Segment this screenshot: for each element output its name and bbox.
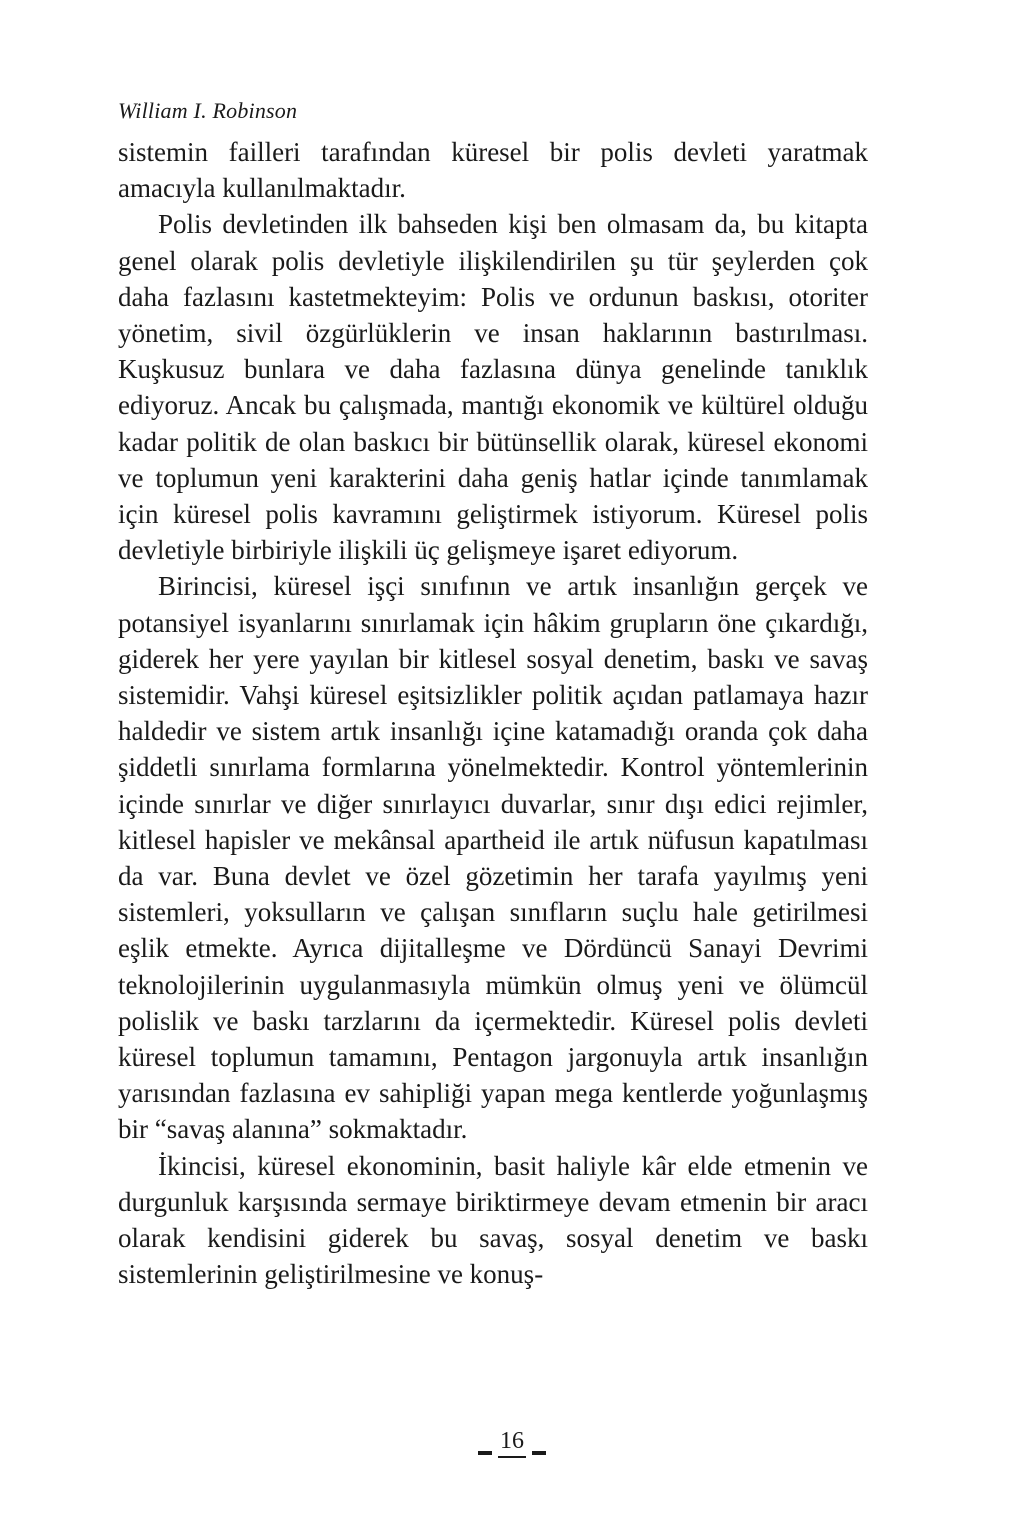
page-footer (0, 1426, 1024, 1460)
folio-rule-left (478, 1451, 492, 1455)
folio (478, 1426, 546, 1458)
paragraph-continuation: sistemin failleri tarafından küresel bir polis devleti yaratmak amacıyla kullanılmaktadır. (118, 137, 868, 204)
paragraph-police-state: Polis devletinden ilk bahseden kişi ben olmasam da, bu kitapta genel olarak polis devletiyle ilişkilendirilen şu tür şeylerden çok daha fazlasını kastetmekteyim: Polis ve ordunun baskısı, otoriter yönetim, sivil özgürlüklerin ve insan haklarının bastırılması. Kuşkusuz bunlara ve daha fazlasına dünya genelinde tanıklık ediyoruz. Ancak bu çalışmada, mantığı ekonomik ve kültürel olduğu kadar politik de olan baskıcı bir bütünsellik olarak, küresel ekonomi ve toplumun yeni karakterini daha geniş hatlar içinde tanımlamak için küresel polis kavramını geliştirmek istiyorum. Küresel polis devletiyle birbiriyle ilişkili üç gelişmeye işaret ediyorum. (118, 209, 868, 566)
folio-rule-right (532, 1451, 546, 1455)
paragraph-second: İkincisi, küresel ekonominin, basit haliyle kâr elde etmenin ve durgunluk karşısında sermaye biriktirmeye devam etmenin bir aracı olarak kendisini giderek bu savaş, sosyal denetim ve baskı sistemlerinin geliştirilmesine ve konuş- (118, 1150, 868, 1290)
book-page (118, 96, 868, 1293)
running-header-author: William I. Robinson (118, 98, 298, 123)
page-number: 16 (498, 1426, 526, 1458)
body-text (118, 134, 868, 1293)
paragraph-first: Birincisi, küresel işçi sınıfının ve artık insanlığın gerçek ve potansiyel isyanlarını sınırlamak için hâkim grupların öne çıkardığı, giderek her yere yayılan bir kitlesel sosyal denetim, baskı ve savaş sistemidir. Vahşi küresel eşitsizlikler politik açıdan patlamaya hazır haldedir ve sistem artık insanlığı içine katamadığı oranda çok daha şiddetli sınırlama formlarına yönelmektedir. Kontrol yöntemlerinin içinde sınırlar ve diğer sınırlayıcı duvarlar, sınır dışı edici rejimler, kitlesel hapisler ve mekânsal apartheid ile artık nüfusun kapatılması da var. Buna devlet ve özel gözetimin her tarafa yayılmış yeni sistemleri, yoksulların ve çalışan sınıfların suçlu hale getirilmesi eşlik etmekte. Ayrıca dijitalleşme ve Dördüncü Sanayi Devrimi teknolojilerinin uygulanmasıyla mümkün olmuş yeni ve ölümcül polislik ve baskı tarzlarını da içermektedir. Küresel polis devleti küresel toplumun tamamını, Pentagon jargonuyla artık insanlığın yarısından fazlasına ev sahipliği yapan mega kentlerde yoğunlaşmış bir “savaş alanına” sokmaktadır. (118, 571, 868, 1145)
